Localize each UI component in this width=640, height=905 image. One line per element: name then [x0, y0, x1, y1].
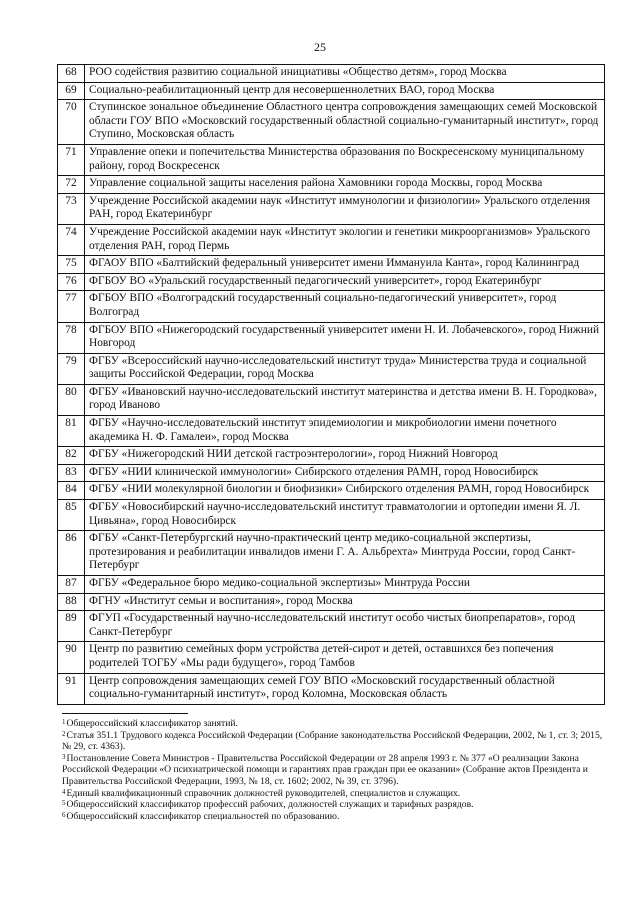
organization-name: Учреждение Российской академии наук «Институт экологии и генетики микроорганизмов» Уральского отделения РАН, город Пермь [85, 224, 605, 255]
row-number: 79 [58, 353, 85, 384]
footnote [62, 811, 610, 823]
organization-name: ФГБУ «Санкт-Петербургский научно-практический центр медико-социальной экспертизы, протезирования и реабилитации инвалидов имени Г. А. Альбрехта» Минтруда России, город Санкт-Петербург [85, 531, 605, 576]
table-row [58, 224, 605, 255]
organization-name: ФГБУ «НИИ клинической иммунологии» Сибирского отделения РАМН, город Новосибирск [85, 464, 605, 482]
row-number: 75 [58, 256, 85, 274]
footnote-text: Статья 351.1 Трудового кодекса Российской Федерации (Собрание законодательства Российской Федерации, 2002, № 1, ст. 3; 2015, № 29, ст. 4363). [62, 729, 603, 753]
organizations-table [57, 64, 605, 705]
footnote-text: Единый квалификационный справочник должностей руководителей, специалистов и служащих. [66, 787, 461, 799]
row-number: 84 [58, 482, 85, 500]
footnote-mark: 5 [62, 799, 66, 808]
footnote-mark: 3 [62, 752, 66, 761]
table-row [58, 273, 605, 291]
row-number: 77 [58, 291, 85, 322]
table-row [58, 464, 605, 482]
row-number: 83 [58, 464, 85, 482]
table-row [58, 291, 605, 322]
organization-name: ФГНУ «Институт семьи и воспитания», город Москва [85, 593, 605, 611]
row-number: 91 [58, 673, 85, 704]
row-number: 89 [58, 611, 85, 642]
organization-name: Социально-реабилитационный центр для несовершеннолетних ВАО, город Москва [85, 82, 605, 100]
table-row [58, 144, 605, 175]
footnote-text: Общероссийский классификатор занятий. [66, 718, 238, 729]
table-row [58, 642, 605, 673]
organization-name: ФГБУ «Всероссийский научно-исследовательский институт труда» Министерства труда и социальной защиты Российской Федерации, город Москва [85, 353, 605, 384]
footnote-mark: 4 [62, 787, 66, 796]
row-number: 81 [58, 416, 85, 447]
table-row [58, 531, 605, 576]
table-row [58, 100, 605, 145]
row-number: 80 [58, 384, 85, 415]
row-number: 76 [58, 273, 85, 291]
organization-name: ФГБУ «Нижегородский НИИ детской гастроэнтерологии», город Нижний Новгород [85, 447, 605, 465]
table-row [58, 416, 605, 447]
footnote [62, 718, 610, 730]
row-number: 71 [58, 144, 85, 175]
row-number: 82 [58, 447, 85, 465]
footnote-text: Постановление Совета Министров - Правительства Российской Федерации от 28 апреля 1993 г. № 377 «О реализации Закона Российской Федерации «О психиатрической помощи и гарантиях прав граждан при ее оказании» (Собрание актов Президента и Правительства Российской Федерации, 1993, № 18, ст. 1602; 2002, № 39, ст. 3796). [62, 752, 588, 787]
footnote-mark: 1 [62, 718, 66, 726]
table-row [58, 256, 605, 274]
row-number: 68 [58, 65, 85, 83]
table-row [58, 322, 605, 353]
footnote-text: Общероссийский классификатор специальностей по образованию. [66, 810, 340, 822]
row-number: 74 [58, 224, 85, 255]
row-number: 85 [58, 500, 85, 531]
row-number: 78 [58, 322, 85, 353]
table-row [58, 82, 605, 100]
organization-name: ФГБОУ ВО «Уральский государственный педагогический университет», город Екатеринбург [85, 273, 605, 291]
row-number: 87 [58, 576, 85, 594]
organization-name: ФГБУ «Новосибирский научно-исследовательский институт травматологии и ортопедии имени Я. Л. Цивьяна», город Новосибирск [85, 500, 605, 531]
table-row [58, 353, 605, 384]
table-row [58, 384, 605, 415]
organization-name: Учреждение Российской академии наук «Институт иммунологии и физиологии» Уральского отделения РАН, город Екатеринбург [85, 193, 605, 224]
table-row [58, 447, 605, 465]
organization-name: Центр по развитию семейных форм устройства детей-сирот и детей, оставшихся без попечения родителей ТОГБУ «Мы ради будущего», город Тамбов [85, 642, 605, 673]
footnote-mark: 2 [62, 729, 66, 738]
footnotes [62, 718, 610, 822]
row-number: 88 [58, 593, 85, 611]
page-number: 25 [314, 40, 326, 54]
table-row [58, 593, 605, 611]
organization-name: ФГБОУ ВПО «Нижегородский государственный университет имени Н. И. Лобачевского», город Нижний Новгород [85, 322, 605, 353]
organization-name: Управление социальной защиты населения района Хамовники города Москвы, город Москва [85, 176, 605, 194]
table-row [58, 193, 605, 224]
table-row [58, 65, 605, 83]
footnote-mark: 6 [62, 810, 66, 819]
footnote [62, 730, 610, 753]
row-number: 70 [58, 100, 85, 145]
organizations-table-body [58, 65, 605, 705]
table-row [58, 482, 605, 500]
footnote [62, 753, 610, 788]
organization-name: Ступинское зональное объединение Областного центра сопровождения замещающих семей Московской области ГОУ ВПО «Московский государственный областной социально-гуманитарный институт», город Ступино, Московская область [85, 100, 605, 145]
table-row [58, 500, 605, 531]
table-row [58, 576, 605, 594]
table-row [58, 673, 605, 704]
table-row [58, 176, 605, 194]
row-number: 90 [58, 642, 85, 673]
organization-name: ФГАОУ ВПО «Балтийский федеральный университет имени Иммануила Канта», город Калининград [85, 256, 605, 274]
footnote [62, 799, 610, 811]
organization-name: ФГБУ «Федеральное бюро медико-социальной экспертизы» Минтруда России [85, 576, 605, 594]
organization-name: ФГБУ «НИИ молекулярной биологии и биофизики» Сибирского отделения РАМН, город Новосибирск [85, 482, 605, 500]
organization-name: Управление опеки и попечительства Министерства образования по Воскресенскому муниципальному району, город Воскресенск [85, 144, 605, 175]
organization-name: ФГБУ «Ивановский научно-исследовательский институт материнства и детства имени В. Н. Городкова», город Иваново [85, 384, 605, 415]
table-row [58, 611, 605, 642]
organization-name: РОО содействия развитию социальной инициативы «Общество детям», город Москва [85, 65, 605, 83]
organization-name: Центр сопровождения замещающих семей ГОУ ВПО «Московский государственный областной социально-гуманитарный институт», город Коломна, Московская область [85, 673, 605, 704]
row-number: 72 [58, 176, 85, 194]
footnote-text: Общероссийский классификатор профессий рабочих, должностей служащих и тарифных разрядов. [66, 799, 474, 811]
organization-name: ФГБУ «Научно-исследовательский институт эпидемиологии и микробиологии имени почетного академика Н. Ф. Гамалеи», город Москва [85, 416, 605, 447]
row-number: 73 [58, 193, 85, 224]
organization-name: ФГБОУ ВПО «Волгоградский государственный социально-педагогический университет», город Волгоград [85, 291, 605, 322]
footnote-separator [62, 713, 188, 714]
row-number: 69 [58, 82, 85, 100]
row-number: 86 [58, 531, 85, 576]
footnote [62, 788, 610, 800]
organization-name: ФГУП «Государственный научно-исследовательский институт особо чистых биопрепаратов», город Санкт-Петербург [85, 611, 605, 642]
